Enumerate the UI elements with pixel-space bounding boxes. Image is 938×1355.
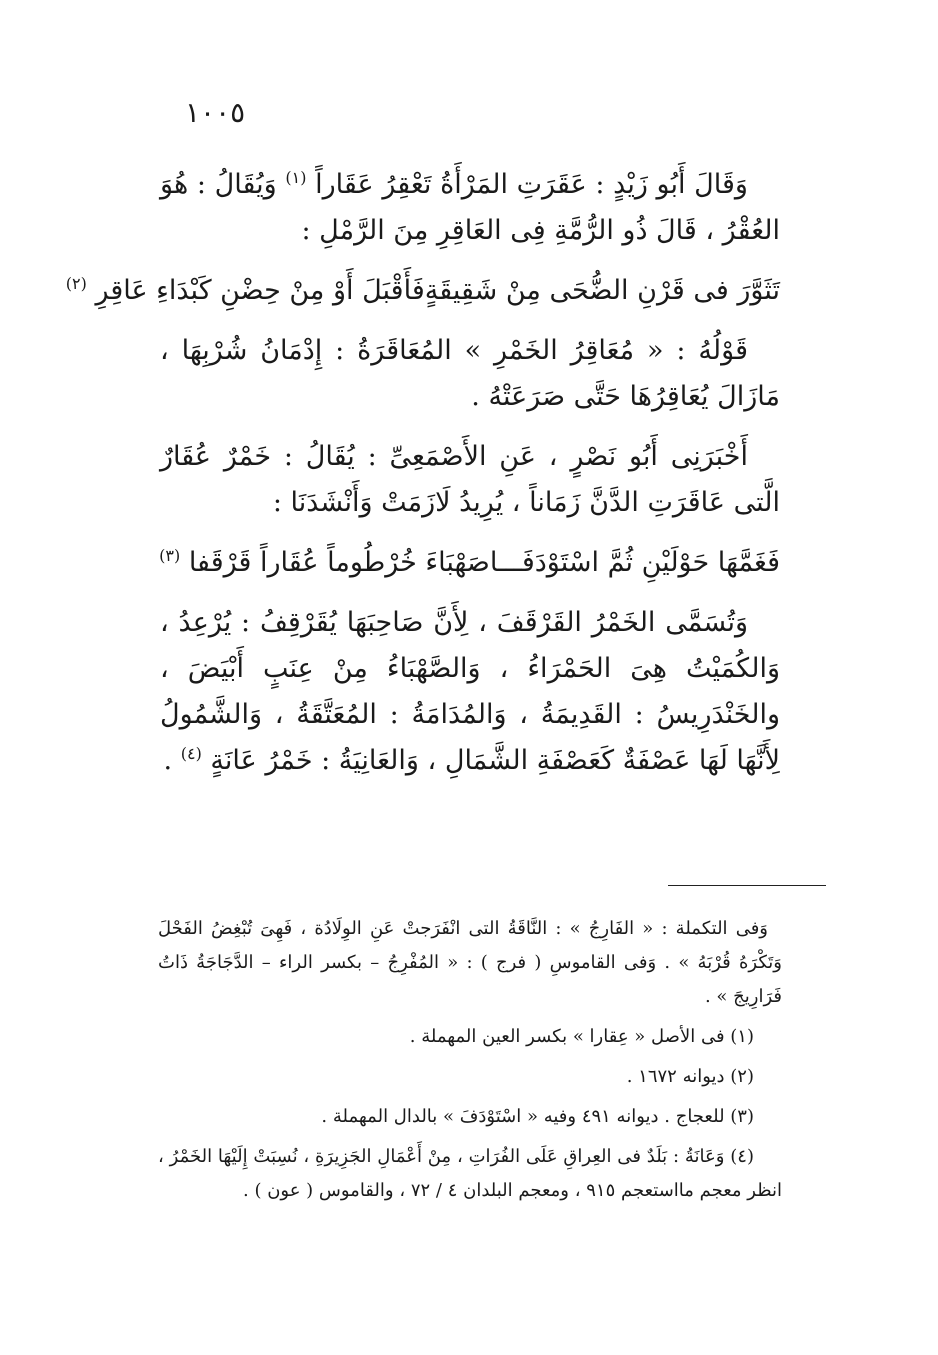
footnote-divider bbox=[668, 885, 826, 886]
verse-ajjaj bbox=[160, 540, 780, 586]
footnote-3: (٣) للعجاج . ديوانه ٤٩١ وفيه « اسْتَوْدَفَ » بالدال المهملة . bbox=[321, 1106, 754, 1127]
footnote-continuation: وَفى التكملة : « الفَارِجُ » : النَّاقَةُ التى انْفَرَجتْ عَنِ الوِلَادُة ، فَهِىَ تُبْغِضُ الفَحْلَ وَتَكْرَهُ قُرْبَهُ » . وَفى القاموسِ ( فرج ) : « المُفْرِجُ – بكسر الراء – الدَّجَاجَةُ ذَاتُ فَرَارِيجَ » . bbox=[158, 918, 782, 1007]
footnote-2: (٢) ديوانه ١٦٧٢ . bbox=[626, 1066, 754, 1087]
footnotes bbox=[158, 912, 782, 1214]
footnote-4: (٤) وَعَانَةُ : بَلَدٌ فى العِراقِ عَلَى الفُرَاتِ ، مِنْ أَعْمَالِ الجَزِيرَةِ ، نُسِبَتْ إِلَيْهَا الخَمْرُ ، انظر معجم مااستعجم ٩١٥ ، ومعجم البلدان ٤ / ٧٢ ، والقاموس ( عون ) . bbox=[158, 1146, 782, 1201]
paragraph-end: . bbox=[163, 745, 173, 776]
verse-first-hemistich: فَغَمَّهَا حَوْلَيْنِ ثُمَّ اسْتَوْدَفَـــا bbox=[489, 547, 780, 578]
verse-first-hemistich: تَثَوَّرَ فى قَرْنِ الضُّحَى مِنْ شَقِيقَةٍ bbox=[424, 275, 780, 306]
paragraph-text-continued: وَيُقَالُ : هُوَ العُقْرُ ، قَالَ ذُو الرُّمَّةِ فِى العَاقِرِ مِنَ الرَّمْلِ : bbox=[160, 169, 780, 246]
footnote-ref-4: (٤) bbox=[180, 744, 202, 763]
verse-second-text: فَأَقْبَلَ أَوْ مِنْ حِضْنِ كَبْدَاءِ عَاقِرِ bbox=[95, 275, 425, 306]
paragraph-wine-names bbox=[160, 600, 780, 784]
verse-second-text: صَهْبَاءَ خُرْطُوماً عُقَاراً قَرْقَفا bbox=[188, 547, 490, 578]
page-number: ١٠٠٥ bbox=[185, 96, 246, 129]
paragraph-abu-zayd bbox=[160, 162, 780, 254]
verse-second-hemistich bbox=[159, 540, 490, 586]
main-text bbox=[65, 162, 780, 798]
verse-dhu-al-rumma bbox=[65, 268, 780, 314]
paragraph-text: وَقَالَ أَبُو زَيْدٍ : عَقَرَتِ المَرْأَةُ تَعْقِرُ عَقَاراً bbox=[315, 169, 748, 200]
footnote-ref-1: (١) bbox=[285, 168, 307, 187]
verse-second-hemistich bbox=[66, 268, 425, 314]
footnote-1: (١) فى الأصل « عِقارا » بكسر العين المهملة . bbox=[409, 1026, 754, 1047]
footnote-ref-2: (٢) bbox=[65, 274, 87, 293]
footnote-ref-3: (٣) bbox=[159, 546, 181, 565]
paragraph-text: وَتُسَمَّى الخَمْرُ القَرْقَفَ ، لِأَنَّ صَاحِبَهَا يُقَرْقِفُ : يُرْعِدُ ، وَالكُمَيْتُ هِىَ الحَمْرَاءُ ، وَالصَّهْبَاءُ مِنْ عِنَبٍ أَبْيَضَ ، والخَنْدَرِيسُ : القَدِيمَةُ ، وَالمُدَامَةُ : المُعَتَّقَةُ ، وَالشَّمُولُ لِأَنَّهَا لَهَا عَصْفَةٌ كَعَصْفَةِ الشَّمَالِ ، وَالعَانِيَةُ : خَمْرُ عَانَةٍ bbox=[160, 607, 780, 776]
paragraph-asmai: أَخْبَرَنِى أَبُو نَصْرٍ ، عَنِ الأَصْمَعِىِّ : يُقَالُ : خَمْرٌ عُقَارٌ الَّتى عَاقَرَتِ الدَّنَّ زَمَاناً ، يُرِيدُ لَازَمَتْ وَأَنْشَدَنَا : bbox=[160, 441, 780, 518]
paragraph-muaqara: قَوْلُهُ : « مُعَاقِرُ الخَمْرِ » المُعَاقَرَةُ : إِدْمَانُ شُرْبِهَا ، مَازَالَ يُعَاقِرُهَا حَتَّى صَرَعَتْهُ . bbox=[160, 335, 780, 412]
